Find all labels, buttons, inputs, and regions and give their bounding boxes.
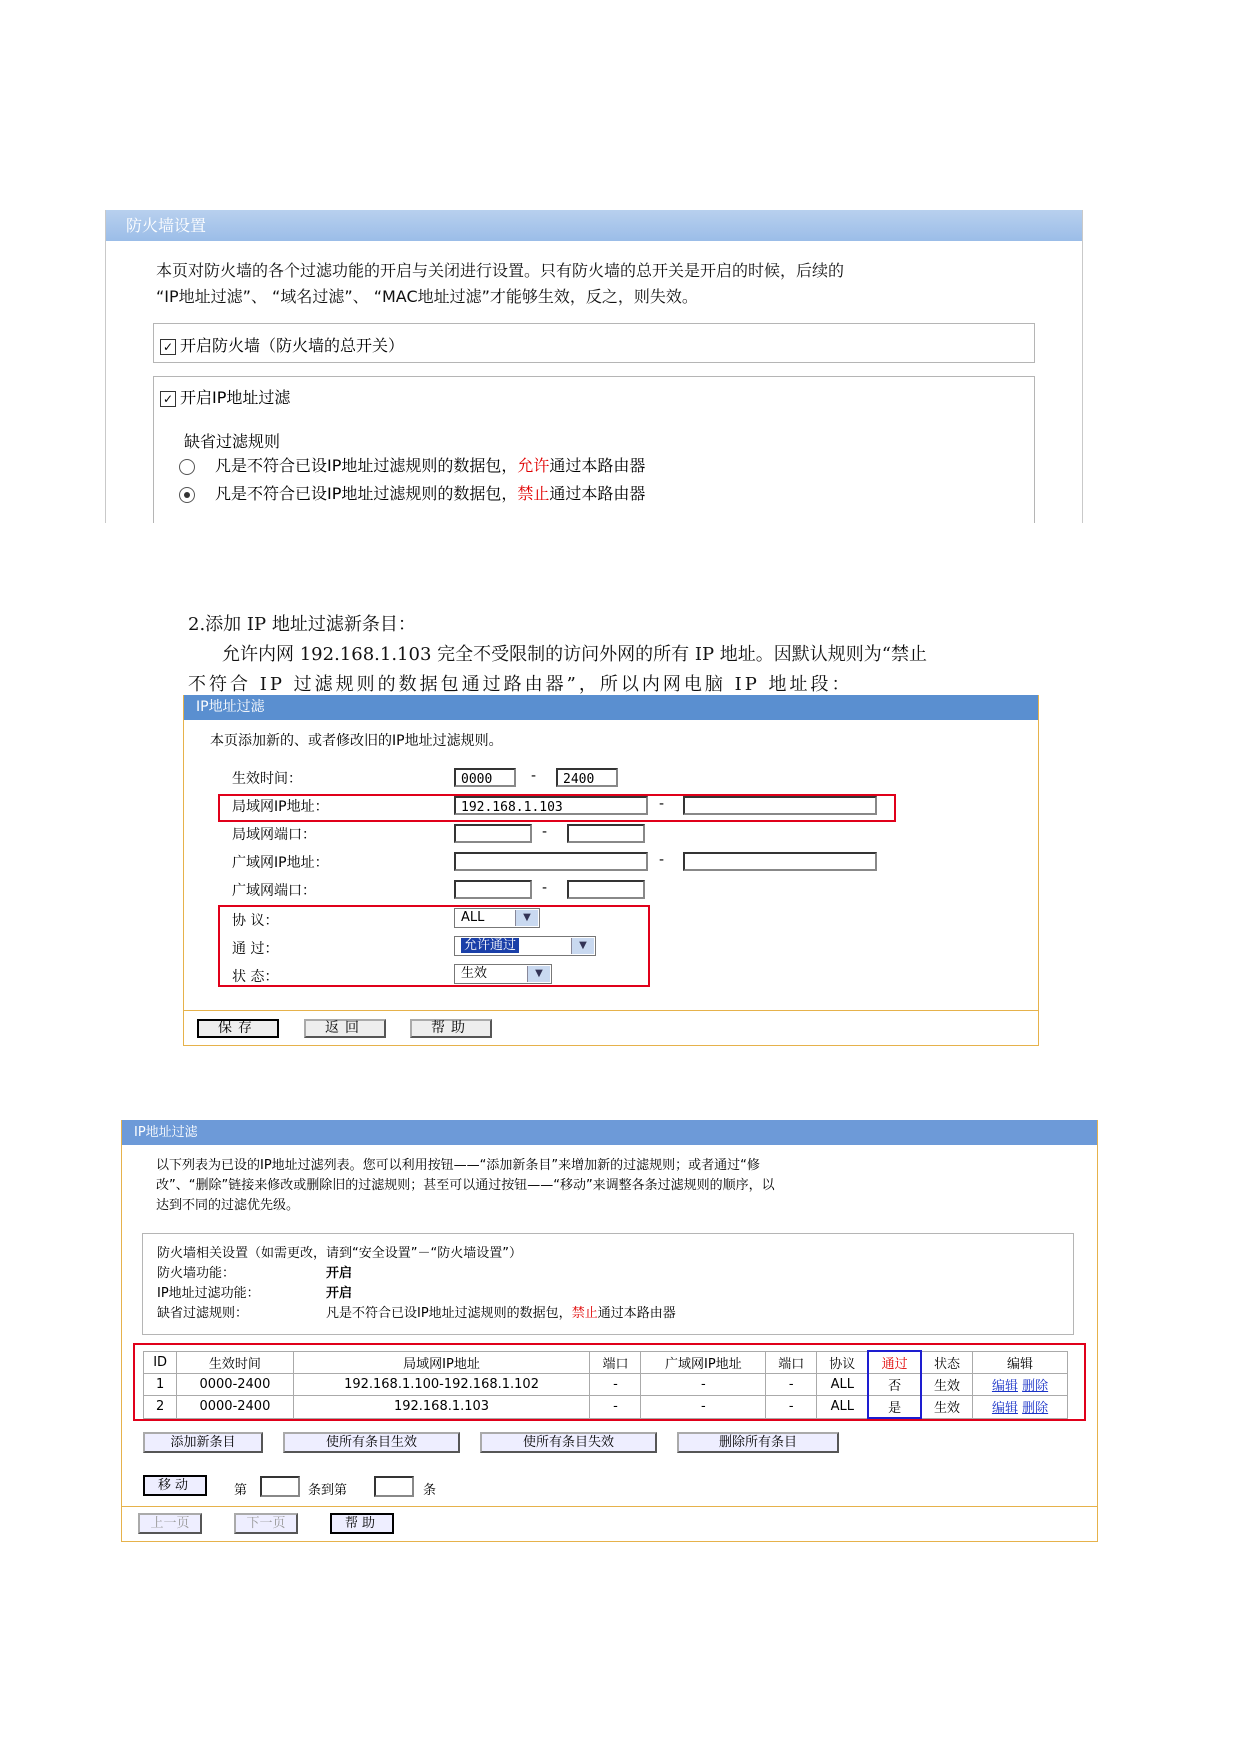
table-row <box>144 1374 1068 1396</box>
move-to-field[interactable] <box>374 1476 414 1497</box>
cell-lan-ip: 192.168.1.100-192.168.1.102 <box>293 1374 590 1396</box>
protocol-label: 协 议： <box>232 913 279 929</box>
desc-line: 改”、“删除”链接来修改或删除旧的过滤规则；甚至可以通过按钮——“移动”来调整各条过滤规则的顺序，以 <box>156 1178 775 1193</box>
chevron-down-icon[interactable]: ▼ <box>571 938 594 954</box>
default-rule-title: 缺省过滤规则 <box>184 432 281 451</box>
move-unit-label: 条 <box>423 1483 437 1498</box>
edit-link[interactable]: 编辑 <box>991 1379 1018 1394</box>
wan-port-start-field[interactable] <box>454 880 532 899</box>
master-switch-row[interactable] <box>160 333 404 356</box>
wan-port-label: 广域网端口： <box>232 883 316 899</box>
default-suffix: 通过本路由器 <box>597 1306 676 1321</box>
default-label: 缺省过滤规则： <box>157 1306 249 1321</box>
ip-filter-list-panel <box>121 1120 1098 1542</box>
table-header-row <box>144 1351 1068 1374</box>
cell-wan-port: - <box>766 1374 817 1396</box>
chevron-down-icon[interactable]: ▼ <box>527 966 550 982</box>
help-button[interactable]: 帮助 <box>330 1513 394 1534</box>
move-button[interactable]: 移动 <box>143 1475 207 1496</box>
panel-description <box>156 1156 775 1216</box>
delete-link[interactable]: 删除 <box>1022 1401 1049 1417</box>
save-button[interactable]: 保存 <box>197 1019 279 1038</box>
cell-pass: 否 <box>868 1374 920 1396</box>
rule-suffix: 通过本路由器 <box>549 484 646 503</box>
section-heading: 2.添加 IP 地址过滤新条目： <box>188 614 416 635</box>
header-cell: 编辑 <box>973 1351 1068 1374</box>
cell-id: 1 <box>144 1374 177 1396</box>
header-cell: 广域网IP地址 <box>641 1351 766 1374</box>
pass-label: 通 过： <box>232 941 279 957</box>
move-from-field[interactable] <box>260 1476 300 1497</box>
paragraph-line: 允许内网 192.168.1.103 完全不受限制的访问外网的所有 IP 地址。因默认规则为“禁止 <box>222 644 927 665</box>
header-cell: 通过 <box>868 1351 920 1374</box>
default-value <box>326 1302 676 1321</box>
allow-text: 允许 <box>517 456 550 475</box>
add-entry-button[interactable]: 添加新条目 <box>143 1432 263 1453</box>
rule-allow-row[interactable] <box>179 453 645 476</box>
next-page-button[interactable]: 下一页 <box>234 1513 298 1534</box>
status-select[interactable] <box>454 964 552 984</box>
cell-time: 0000-2400 <box>177 1396 293 1419</box>
dash: - <box>659 796 665 812</box>
dash: - <box>531 768 537 784</box>
radio-selected-icon[interactable] <box>179 487 195 503</box>
rules-table <box>143 1350 1068 1419</box>
enable-all-button[interactable]: 使所有条目生效 <box>283 1432 460 1453</box>
panel-title: IP地址过滤 <box>122 1120 1097 1145</box>
panel-title: IP地址过滤 <box>184 695 1038 720</box>
fw-label: 防火墙功能： <box>157 1266 236 1281</box>
checkbox-checked-icon[interactable]: ✓ <box>160 339 176 355</box>
settings-title: 防火墙相关设置（如需更改，请到“安全设置”－“防火墙设置”） <box>157 1246 522 1261</box>
status-value: 生效 <box>461 966 488 981</box>
delete-all-button[interactable]: 删除所有条目 <box>677 1432 839 1453</box>
help-button[interactable]: 帮助 <box>410 1019 492 1038</box>
cell-wan-ip: - <box>641 1396 766 1419</box>
cell-lan-port: - <box>590 1396 641 1419</box>
rule-text: 凡是不符合已设IP地址过滤规则的数据包， <box>215 456 518 475</box>
header-cell: 生效时间 <box>177 1351 293 1374</box>
disable-all-button[interactable]: 使所有条目失效 <box>480 1432 657 1453</box>
edit-link[interactable]: 编辑 <box>991 1401 1018 1417</box>
prev-page-button[interactable]: 上一页 <box>138 1513 202 1534</box>
cell-wan-port: - <box>766 1396 817 1419</box>
lan-ip-end-field[interactable] <box>683 796 877 815</box>
chevron-down-icon[interactable]: ▼ <box>515 910 538 926</box>
ip-filter-edit-panel <box>183 695 1039 1046</box>
master-switch-label: 开启防火墙（防火墙的总开关） <box>180 336 405 355</box>
cell-status: 生效 <box>921 1396 973 1419</box>
move-from-label: 第 <box>234 1483 248 1498</box>
default-text: 凡是不符合已设IP地址过滤规则的数据包， <box>326 1306 572 1321</box>
divider <box>122 1506 1097 1507</box>
desc-line: “IP地址过滤”、 “域名过滤”、 “MAC地址过滤”才能够生效，反之，则失效。 <box>156 287 698 306</box>
panel-description: 本页添加新的、或者修改旧的IP地址过滤规则。 <box>210 733 503 749</box>
status-label: 状 态： <box>232 969 279 985</box>
pass-select[interactable] <box>454 936 596 956</box>
deny-text: 禁止 <box>571 1306 598 1321</box>
panel-description <box>156 258 844 310</box>
protocol-value: ALL <box>461 910 485 925</box>
header-cell: 端口 <box>590 1351 641 1374</box>
rule-suffix: 通过本路由器 <box>549 456 646 475</box>
ip-filter-row[interactable] <box>160 385 290 408</box>
rule-text: 凡是不符合已设IP地址过滤规则的数据包， <box>215 484 518 503</box>
radio-unselected-icon[interactable] <box>179 459 195 475</box>
cell-lan-port: - <box>590 1374 641 1396</box>
ip-filter-label: 开启IP地址过滤 <box>180 388 291 407</box>
dash: - <box>659 852 665 868</box>
wan-ip-start-field[interactable] <box>454 852 648 871</box>
header-cell: ID <box>144 1351 177 1374</box>
header-cell: 端口 <box>766 1351 817 1374</box>
dash: - <box>542 824 548 840</box>
ipf-value: 开启 <box>326 1286 353 1301</box>
panel-title: 防火墙设置 <box>106 210 1082 241</box>
cell-protocol: ALL <box>817 1396 869 1419</box>
dash: - <box>542 880 548 896</box>
lan-port-label: 局域网端口： <box>232 827 316 843</box>
rule-deny-row[interactable] <box>179 481 645 504</box>
lan-port-start-field[interactable] <box>454 824 532 843</box>
lan-port-end-field[interactable] <box>567 824 645 843</box>
time-label: 生效时间： <box>232 771 302 787</box>
table-row <box>144 1396 1068 1419</box>
cell-edit <box>973 1374 1068 1396</box>
move-to-label: 条到第 <box>308 1483 348 1498</box>
cell-edit <box>973 1396 1068 1419</box>
master-switch-box <box>153 323 1035 363</box>
cell-id: 2 <box>144 1396 177 1419</box>
firewall-settings-panel <box>105 210 1083 523</box>
header-cell: 局域网IP地址 <box>293 1351 590 1374</box>
desc-line: 本页对防火墙的各个过滤功能的开启与关闭进行设置。只有防火墙的总开关是开启的时候，后续的 <box>156 261 845 280</box>
wan-ip-end-field[interactable] <box>683 852 877 871</box>
header-cell: 状态 <box>921 1351 973 1374</box>
pass-value: 允许通过 <box>461 938 519 953</box>
desc-line: 达到不同的过滤优先级。 <box>156 1198 300 1213</box>
lan-ip-start-field[interactable]: 192.168.1.103 <box>454 796 648 815</box>
checkbox-checked-icon[interactable]: ✓ <box>160 391 176 407</box>
header-cell: 协议 <box>817 1351 869 1374</box>
protocol-select[interactable] <box>454 908 540 928</box>
lan-ip-label: 局域网IP地址： <box>232 799 329 815</box>
back-button[interactable]: 返回 <box>304 1019 386 1038</box>
cell-time: 0000-2400 <box>177 1374 293 1396</box>
time-end-field[interactable]: 2400 <box>556 768 618 787</box>
cell-status: 生效 <box>921 1374 973 1396</box>
wan-ip-label: 广域网IP地址： <box>232 855 329 871</box>
ip-filter-box <box>153 376 1035 523</box>
fw-value: 开启 <box>326 1266 353 1281</box>
cell-wan-ip: - <box>641 1374 766 1396</box>
cell-pass: 是 <box>868 1396 920 1419</box>
wan-port-end-field[interactable] <box>567 880 645 899</box>
delete-link[interactable]: 删除 <box>1022 1379 1049 1394</box>
cell-lan-ip: 192.168.1.103 <box>293 1396 590 1419</box>
ipf-label: IP地址过滤功能： <box>157 1286 260 1301</box>
cell-protocol: ALL <box>817 1374 869 1396</box>
desc-line: 以下列表为已设的IP地址过滤列表。您可以利用按钮——“添加新条目”来增加新的过滤规则；或者通过“修 <box>156 1158 760 1173</box>
paragraph-line: 不符合 IP 过滤规则的数据包通过路由器”，所以内网电脑 IP 地址段： <box>188 674 853 695</box>
deny-text: 禁止 <box>517 484 550 503</box>
firewall-settings-summary <box>142 1233 1074 1335</box>
time-start-field[interactable]: 0000 <box>454 768 516 787</box>
divider <box>184 1010 1038 1011</box>
